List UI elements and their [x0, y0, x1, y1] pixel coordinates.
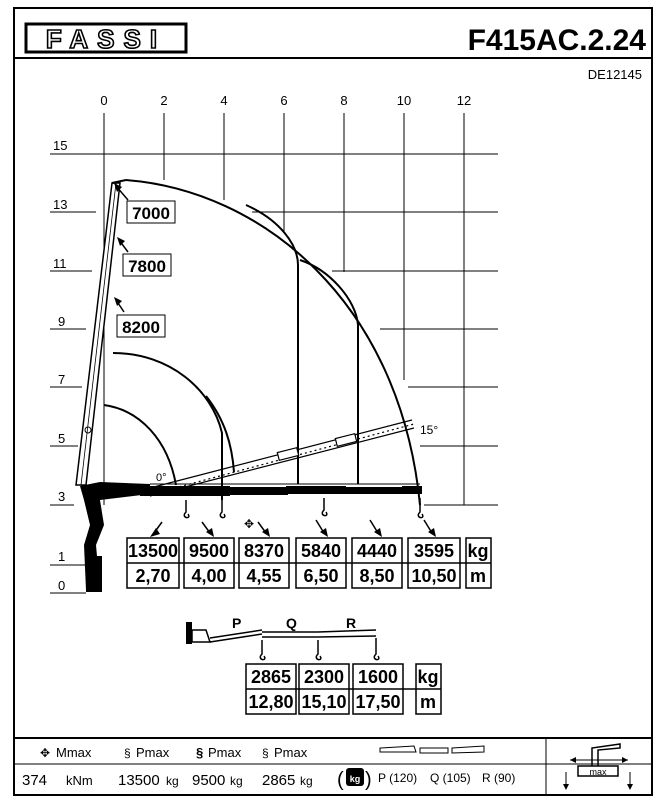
mmax-symbol-icon: ✥	[244, 517, 255, 531]
y-tick-label: 13	[53, 197, 68, 212]
arrow-head-icon	[150, 528, 160, 537]
doc-code: DE12145	[587, 67, 642, 82]
jib-label: P	[232, 615, 242, 631]
boom-hooks	[184, 498, 423, 518]
hook-icon	[260, 640, 265, 660]
jib-mount	[186, 622, 192, 644]
hook-small-icon: §	[262, 746, 269, 760]
working-range-curves	[104, 180, 420, 505]
jib-capacity-r: R (90)	[482, 771, 516, 785]
mmax-unit: kNm	[66, 773, 93, 788]
boom-at-max-angle	[150, 420, 414, 496]
jib-capacity-p: P (120)	[378, 771, 418, 785]
footer	[22, 738, 633, 795]
brand-logo-text: FASSI	[45, 24, 167, 54]
boom-horizontal	[80, 482, 422, 500]
boom-section-2	[228, 487, 288, 495]
pmax2-value: 9500	[192, 772, 226, 789]
range-curve-4b	[206, 396, 234, 472]
load-kg-cell: 9500	[188, 541, 230, 561]
hook-icon	[220, 500, 225, 518]
mmax-symbol-icon: ✥	[40, 746, 51, 760]
load-m-cell: 8,50	[359, 566, 395, 586]
load-kg-cell: 5840	[300, 541, 342, 561]
load-m-cell: 2,70	[135, 566, 171, 586]
y-tick-label: 7	[58, 372, 66, 387]
load-table	[127, 538, 491, 588]
jib-capacity-q: Q (105)	[430, 771, 471, 785]
boom-load-value: 7000	[132, 204, 170, 223]
fassi-logo	[26, 24, 186, 54]
hook-heavy-icon: §	[196, 745, 204, 760]
pmax-label: Pmax	[208, 745, 242, 760]
x-tick-label: 2	[160, 93, 168, 108]
unit-kg-label: kg	[467, 541, 489, 561]
x-tick-labels	[100, 93, 471, 108]
jib-m-cell: 15,10	[301, 692, 347, 712]
model-title: F415AC.2.24	[467, 24, 646, 57]
boom-load-value: 7800	[128, 257, 166, 276]
boom-section-tip	[402, 486, 422, 494]
load-kg-cell: 8370	[243, 541, 285, 561]
jib-m-cell: 17,50	[355, 692, 401, 712]
pmax1-unit: kg	[166, 774, 179, 788]
y-tick-labels	[53, 138, 67, 593]
load-m-cell: 6,50	[303, 566, 339, 586]
range-curve-4	[113, 353, 222, 500]
arrow-head-icon	[114, 297, 122, 306]
boom-section-4	[344, 487, 404, 494]
jib-kg-cell: 2300	[303, 667, 345, 687]
column-base	[86, 556, 102, 592]
jib-section-p	[210, 630, 262, 638]
mmax-value: 374	[22, 772, 48, 789]
jib-m-cell: 12,80	[248, 692, 294, 712]
load-m-cell: 4,55	[246, 566, 282, 586]
stabilizer-icon	[546, 738, 633, 795]
y-tick-label: 0	[58, 578, 66, 593]
pmax2-unit: kg	[230, 774, 243, 788]
boom-base-section	[80, 482, 150, 500]
hook-icon	[322, 498, 327, 516]
boom-load-labels	[114, 183, 175, 337]
jib-label: R	[346, 615, 357, 631]
weight-bracket-left: (	[337, 769, 344, 791]
pmax3-unit: kg	[300, 774, 313, 788]
arrow-head-icon	[117, 237, 125, 246]
y-tick-label: 15	[53, 138, 68, 153]
x-tick-label: 10	[396, 93, 412, 108]
jib-head	[192, 630, 210, 642]
jib-diagram	[186, 615, 379, 660]
x-tick-label: 0	[100, 93, 108, 108]
unit-kg-label: kg	[417, 667, 439, 687]
y-tick-label: 1	[58, 549, 66, 564]
y-tick-label: 3	[58, 489, 66, 504]
y-tick-label: 9	[58, 314, 66, 329]
boom-section-3	[286, 486, 346, 494]
load-kg-cell: 4440	[356, 541, 398, 561]
pmax1-value: 13500	[118, 772, 160, 789]
hook-small-icon: §	[124, 746, 131, 760]
boom-section-1	[140, 486, 230, 496]
pmax-label: Pmax	[136, 745, 170, 760]
y-tick-label: 5	[58, 431, 66, 446]
angle-label-min: 0°	[156, 472, 167, 484]
hook-icon	[184, 500, 189, 518]
boom-vertical-inner	[81, 183, 116, 485]
boom-15-lower	[150, 428, 414, 496]
crane-column	[84, 500, 104, 592]
load-m-cell: 4,00	[191, 566, 227, 586]
load-kg-cell: 13500	[127, 541, 179, 561]
boom-vertical-outline	[76, 183, 120, 485]
pmax3-value: 2865	[262, 772, 296, 789]
load-kg-cell: 3595	[413, 541, 455, 561]
jib-table	[246, 664, 441, 714]
y-tick-label: 11	[53, 256, 67, 271]
boom-15-joint	[335, 434, 356, 447]
boom-load-value: 8200	[122, 318, 160, 337]
hook-icon	[316, 640, 321, 660]
x-tick-label: 4	[220, 93, 228, 108]
jib-kg-cell: 2865	[250, 667, 292, 687]
weight-bracket-right: )	[365, 769, 372, 791]
unit-m-label: m	[469, 566, 487, 586]
pmax-label: Pmax	[274, 745, 308, 760]
weight-icon-label: kg	[349, 774, 361, 784]
x-tick-label: 8	[340, 93, 348, 108]
jib-footer-icon	[380, 746, 484, 753]
angle-label-max: 15°	[420, 423, 439, 437]
unit-m-label: m	[419, 692, 437, 712]
jib-label: Q	[286, 615, 297, 631]
jib-kg-cell: 1600	[357, 667, 399, 687]
x-tick-label: 6	[280, 93, 288, 108]
max-label: max	[589, 767, 607, 777]
mmax-label: Mmax	[56, 745, 92, 760]
x-tick-label: 12	[456, 93, 472, 108]
load-m-cell: 10,50	[411, 566, 457, 586]
table-arrows	[150, 520, 436, 537]
hook-icon	[374, 638, 379, 660]
